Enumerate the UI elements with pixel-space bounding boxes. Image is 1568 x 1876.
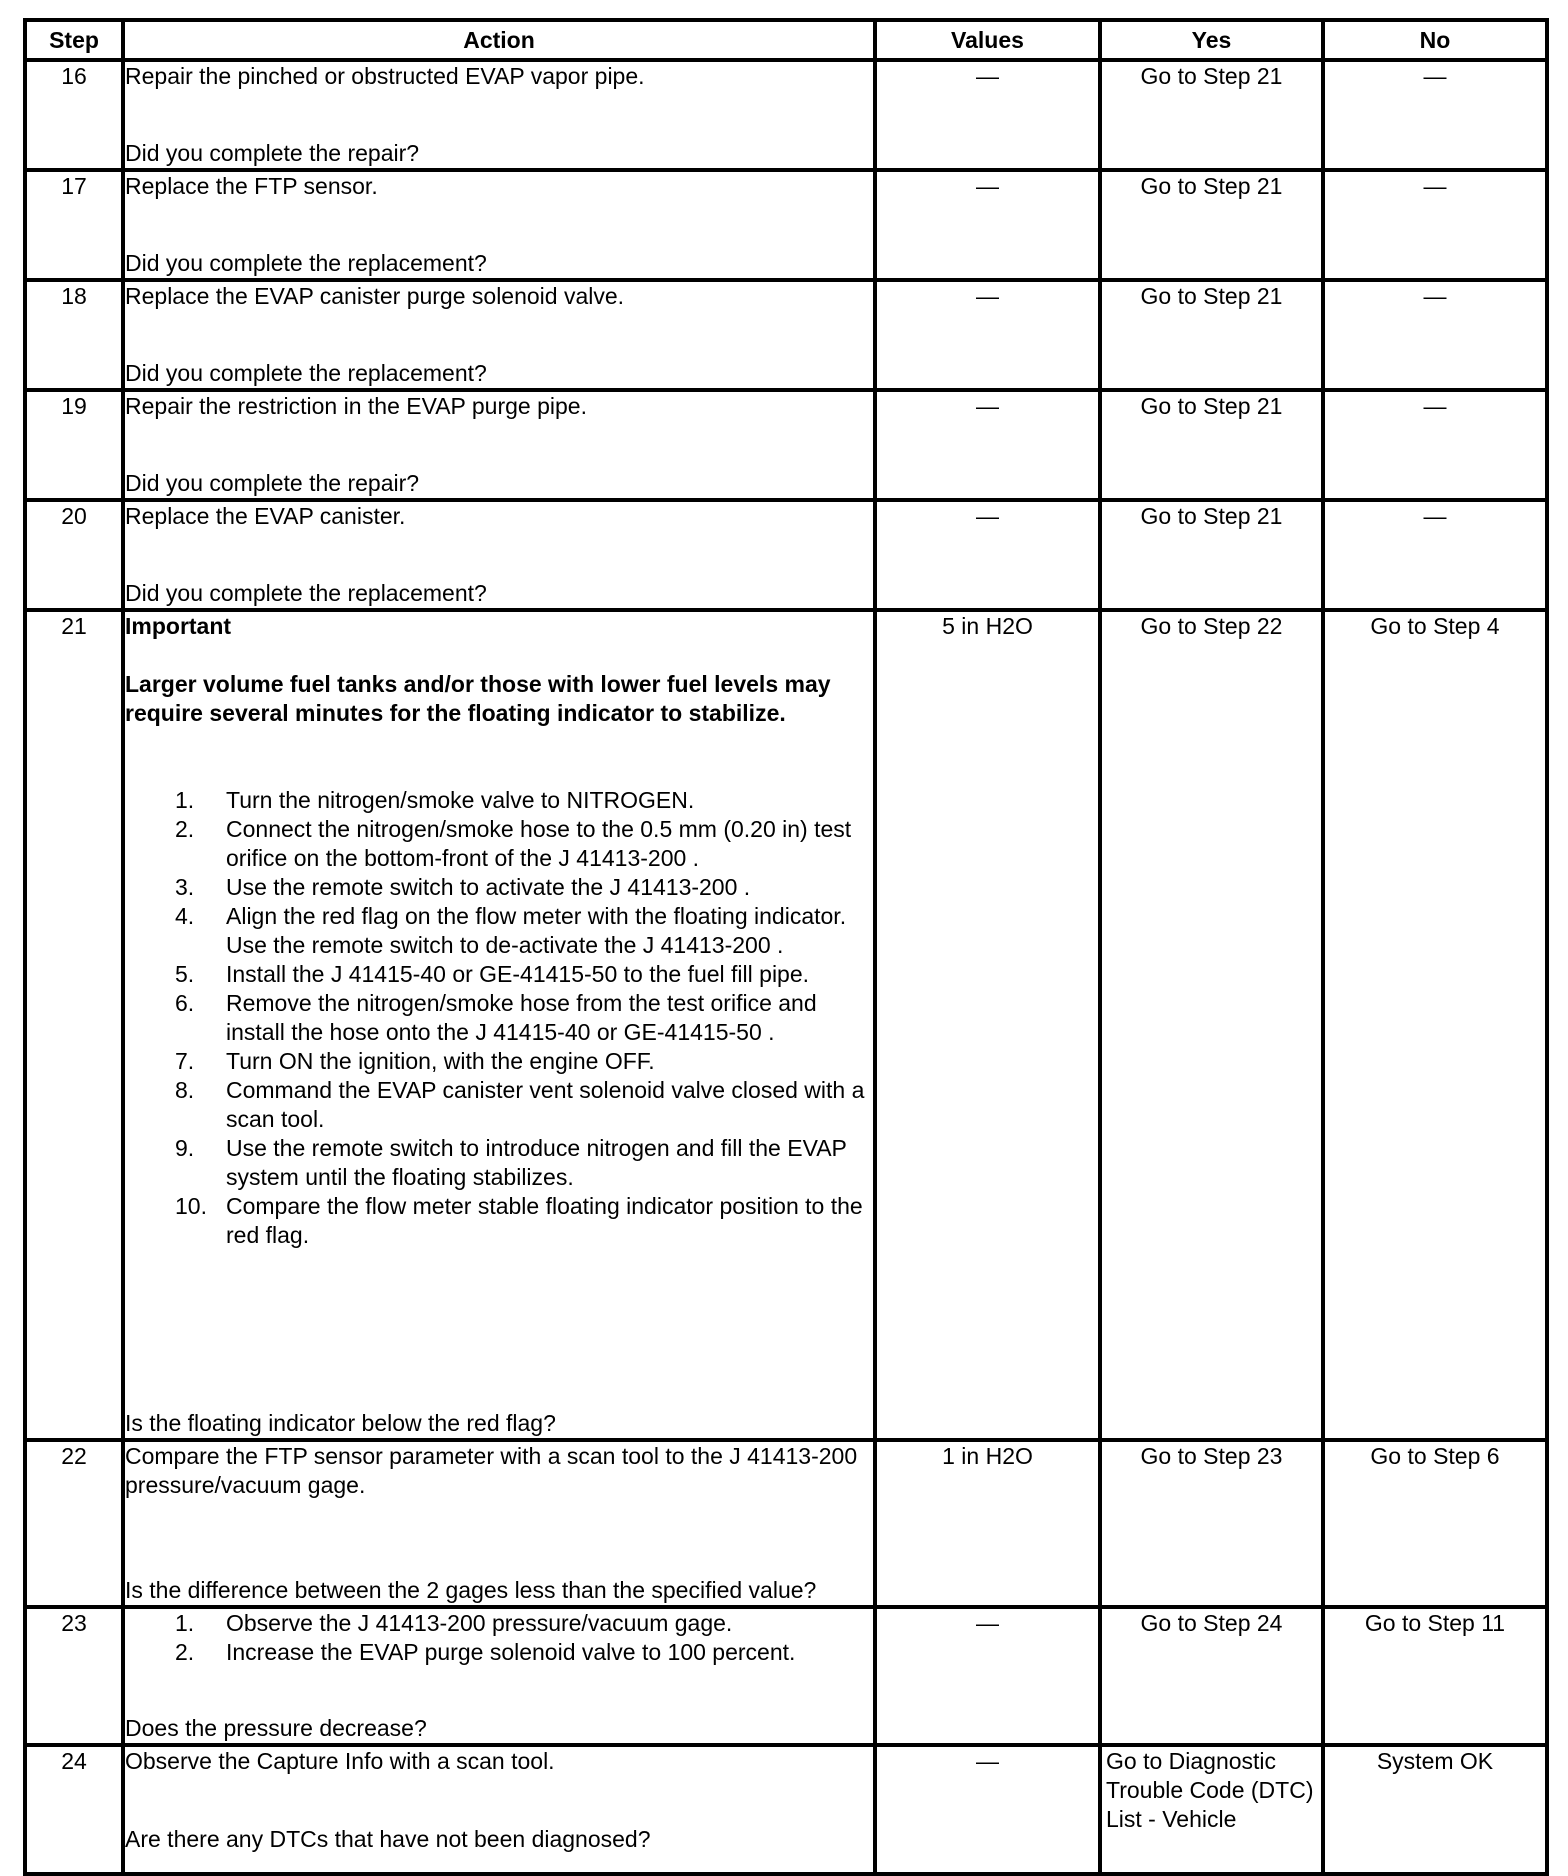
step-number: 17 — [25, 170, 123, 280]
action-cell — [123, 610, 875, 1440]
yes-link[interactable]: Go to Step 21 — [1100, 390, 1323, 500]
action-question: Is the difference between the 2 gages less than the specified value? — [125, 1577, 817, 1603]
no-cell: System OK — [1323, 1745, 1547, 1874]
header-yes: Yes — [1100, 20, 1323, 60]
no-cell: — — [1323, 170, 1547, 280]
action-question: Does the pressure decrease? — [125, 1715, 427, 1741]
value-cell: 5 in H2O — [875, 610, 1100, 1440]
list-item: 1. Turn the nitrogen/smoke valve to NITROGEN. — [175, 787, 695, 813]
value-cell: — — [875, 170, 1100, 280]
table-row — [25, 170, 1547, 280]
table-row — [25, 1440, 1547, 1607]
procedure-list — [125, 1609, 873, 1667]
yes-link[interactable]: Go to Step 23 — [1100, 1440, 1323, 1607]
yes-link[interactable]: Go to Step 22 — [1100, 610, 1323, 1440]
step-number: 20 — [25, 500, 123, 610]
step-number: 18 — [25, 280, 123, 390]
table-row — [25, 60, 1547, 170]
step-number: 23 — [25, 1607, 123, 1745]
yes-link[interactable]: Go to Diagnostic Trouble Code (DTC) List - Vehicle — [1100, 1745, 1323, 1874]
action-question: Did you complete the replacement? — [125, 250, 487, 276]
no-cell: — — [1323, 500, 1547, 610]
action-question: Did you complete the repair? — [125, 140, 420, 166]
action-cell — [123, 1440, 875, 1607]
no-cell: — — [1323, 390, 1547, 500]
action-question: Are there any DTCs that have not been diagnosed? — [125, 1826, 651, 1852]
action-text: Observe the Capture Info with a scan tool. — [125, 1748, 555, 1774]
list-item: 9. Use the remote switch to introduce nitrogen and fill the EVAP system until the floating stabilizes. — [175, 1135, 847, 1190]
list-item: 5. Install the J 41415-40 or GE-41415-50 to the fuel fill pipe. — [175, 961, 810, 987]
table-row — [25, 280, 1547, 390]
header-row — [25, 20, 1547, 60]
action-text: Replace the EVAP canister purge solenoid valve. — [125, 283, 625, 309]
header-values: Values — [875, 20, 1100, 60]
table-row — [25, 1607, 1547, 1745]
header-no: No — [1323, 20, 1547, 60]
action-cell — [123, 1745, 875, 1874]
list-item: 8. Command the EVAP canister vent solenoid valve closed with a scan tool. — [175, 1077, 865, 1132]
step-number: 24 — [25, 1745, 123, 1874]
yes-link[interactable]: Go to Step 21 — [1100, 170, 1323, 280]
table-row — [25, 500, 1547, 610]
no-link[interactable]: Go to Step 4 — [1323, 610, 1547, 1440]
value-cell: — — [875, 1607, 1100, 1745]
header-step: Step — [25, 20, 123, 60]
table-row — [25, 610, 1547, 1440]
action-cell — [123, 60, 875, 170]
no-cell: — — [1323, 60, 1547, 170]
action-cell — [123, 170, 875, 280]
yes-link[interactable]: Go to Step 21 — [1100, 280, 1323, 390]
action-text: Replace the EVAP canister. — [125, 503, 406, 529]
action-question: Did you complete the repair? — [125, 470, 420, 496]
yes-link[interactable]: Go to Step 21 — [1100, 60, 1323, 170]
procedure-list — [125, 786, 873, 1250]
no-cell: — — [1323, 280, 1547, 390]
no-link[interactable]: Go to Step 6 — [1323, 1440, 1547, 1607]
step-number: 22 — [25, 1440, 123, 1607]
yes-link[interactable]: Go to Step 24 — [1100, 1607, 1323, 1745]
important-note: Larger volume fuel tanks and/or those with lower fuel levels may require several minutes for the floating indicator to stabilize. — [125, 671, 831, 726]
value-cell: — — [875, 280, 1100, 390]
value-cell: — — [875, 1745, 1100, 1874]
list-item: 10. Compare the flow meter stable floating indicator position to the red flag. — [175, 1193, 863, 1248]
action-cell — [123, 500, 875, 610]
action-text: Compare the FTP sensor parameter with a scan tool to the J 41413-200 pressure/vacuum gage. — [125, 1443, 858, 1498]
list-item: 7. Turn ON the ignition, with the engine OFF. — [175, 1048, 655, 1074]
action-question: Is the floating indicator below the red flag? — [125, 1410, 556, 1436]
action-question: Did you complete the replacement? — [125, 580, 487, 606]
action-cell — [123, 1607, 875, 1745]
step-number: 19 — [25, 390, 123, 500]
no-link[interactable]: Go to Step 11 — [1323, 1607, 1547, 1745]
value-cell: — — [875, 390, 1100, 500]
value-cell: — — [875, 500, 1100, 610]
list-item: 2. Connect the nitrogen/smoke hose to the 0.5 mm (0.20 in) test orifice on the bottom-front of the J 41413-200 . — [175, 816, 852, 871]
table-row — [25, 390, 1547, 500]
step-number: 21 — [25, 610, 123, 1440]
action-text: Replace the FTP sensor. — [125, 173, 378, 199]
action-text: Repair the pinched or obstructed EVAP vapor pipe. — [125, 63, 645, 89]
step-number: 16 — [25, 60, 123, 170]
list-item: 1. Observe the J 41413-200 pressure/vacuum gage. — [175, 1610, 733, 1636]
action-text: Repair the restriction in the EVAP purge pipe. — [125, 393, 587, 419]
table-row — [25, 1745, 1547, 1874]
yes-link[interactable]: Go to Step 21 — [1100, 500, 1323, 610]
value-cell: — — [875, 60, 1100, 170]
list-item: 3. Use the remote switch to activate the J 41413-200 . — [175, 874, 751, 900]
action-question: Did you complete the replacement? — [125, 360, 487, 386]
list-item: 2. Increase the EVAP purge solenoid valve to 100 percent. — [175, 1639, 796, 1665]
list-item: 6. Remove the nitrogen/smoke hose from the test orifice and install the hose onto the J 41415-40 or GE-41415-50 . — [175, 990, 817, 1045]
value-cell: 1 in H2O — [875, 1440, 1100, 1607]
action-cell — [123, 390, 875, 500]
action-cell — [123, 280, 875, 390]
header-action: Action — [123, 20, 875, 60]
important-title: Important — [125, 613, 232, 639]
diagnostic-table — [23, 18, 1549, 1876]
list-item: 4. Align the red flag on the flow meter with the floating indicator. Use the remote switch to de-activate the J 41413-200 . — [175, 903, 847, 958]
